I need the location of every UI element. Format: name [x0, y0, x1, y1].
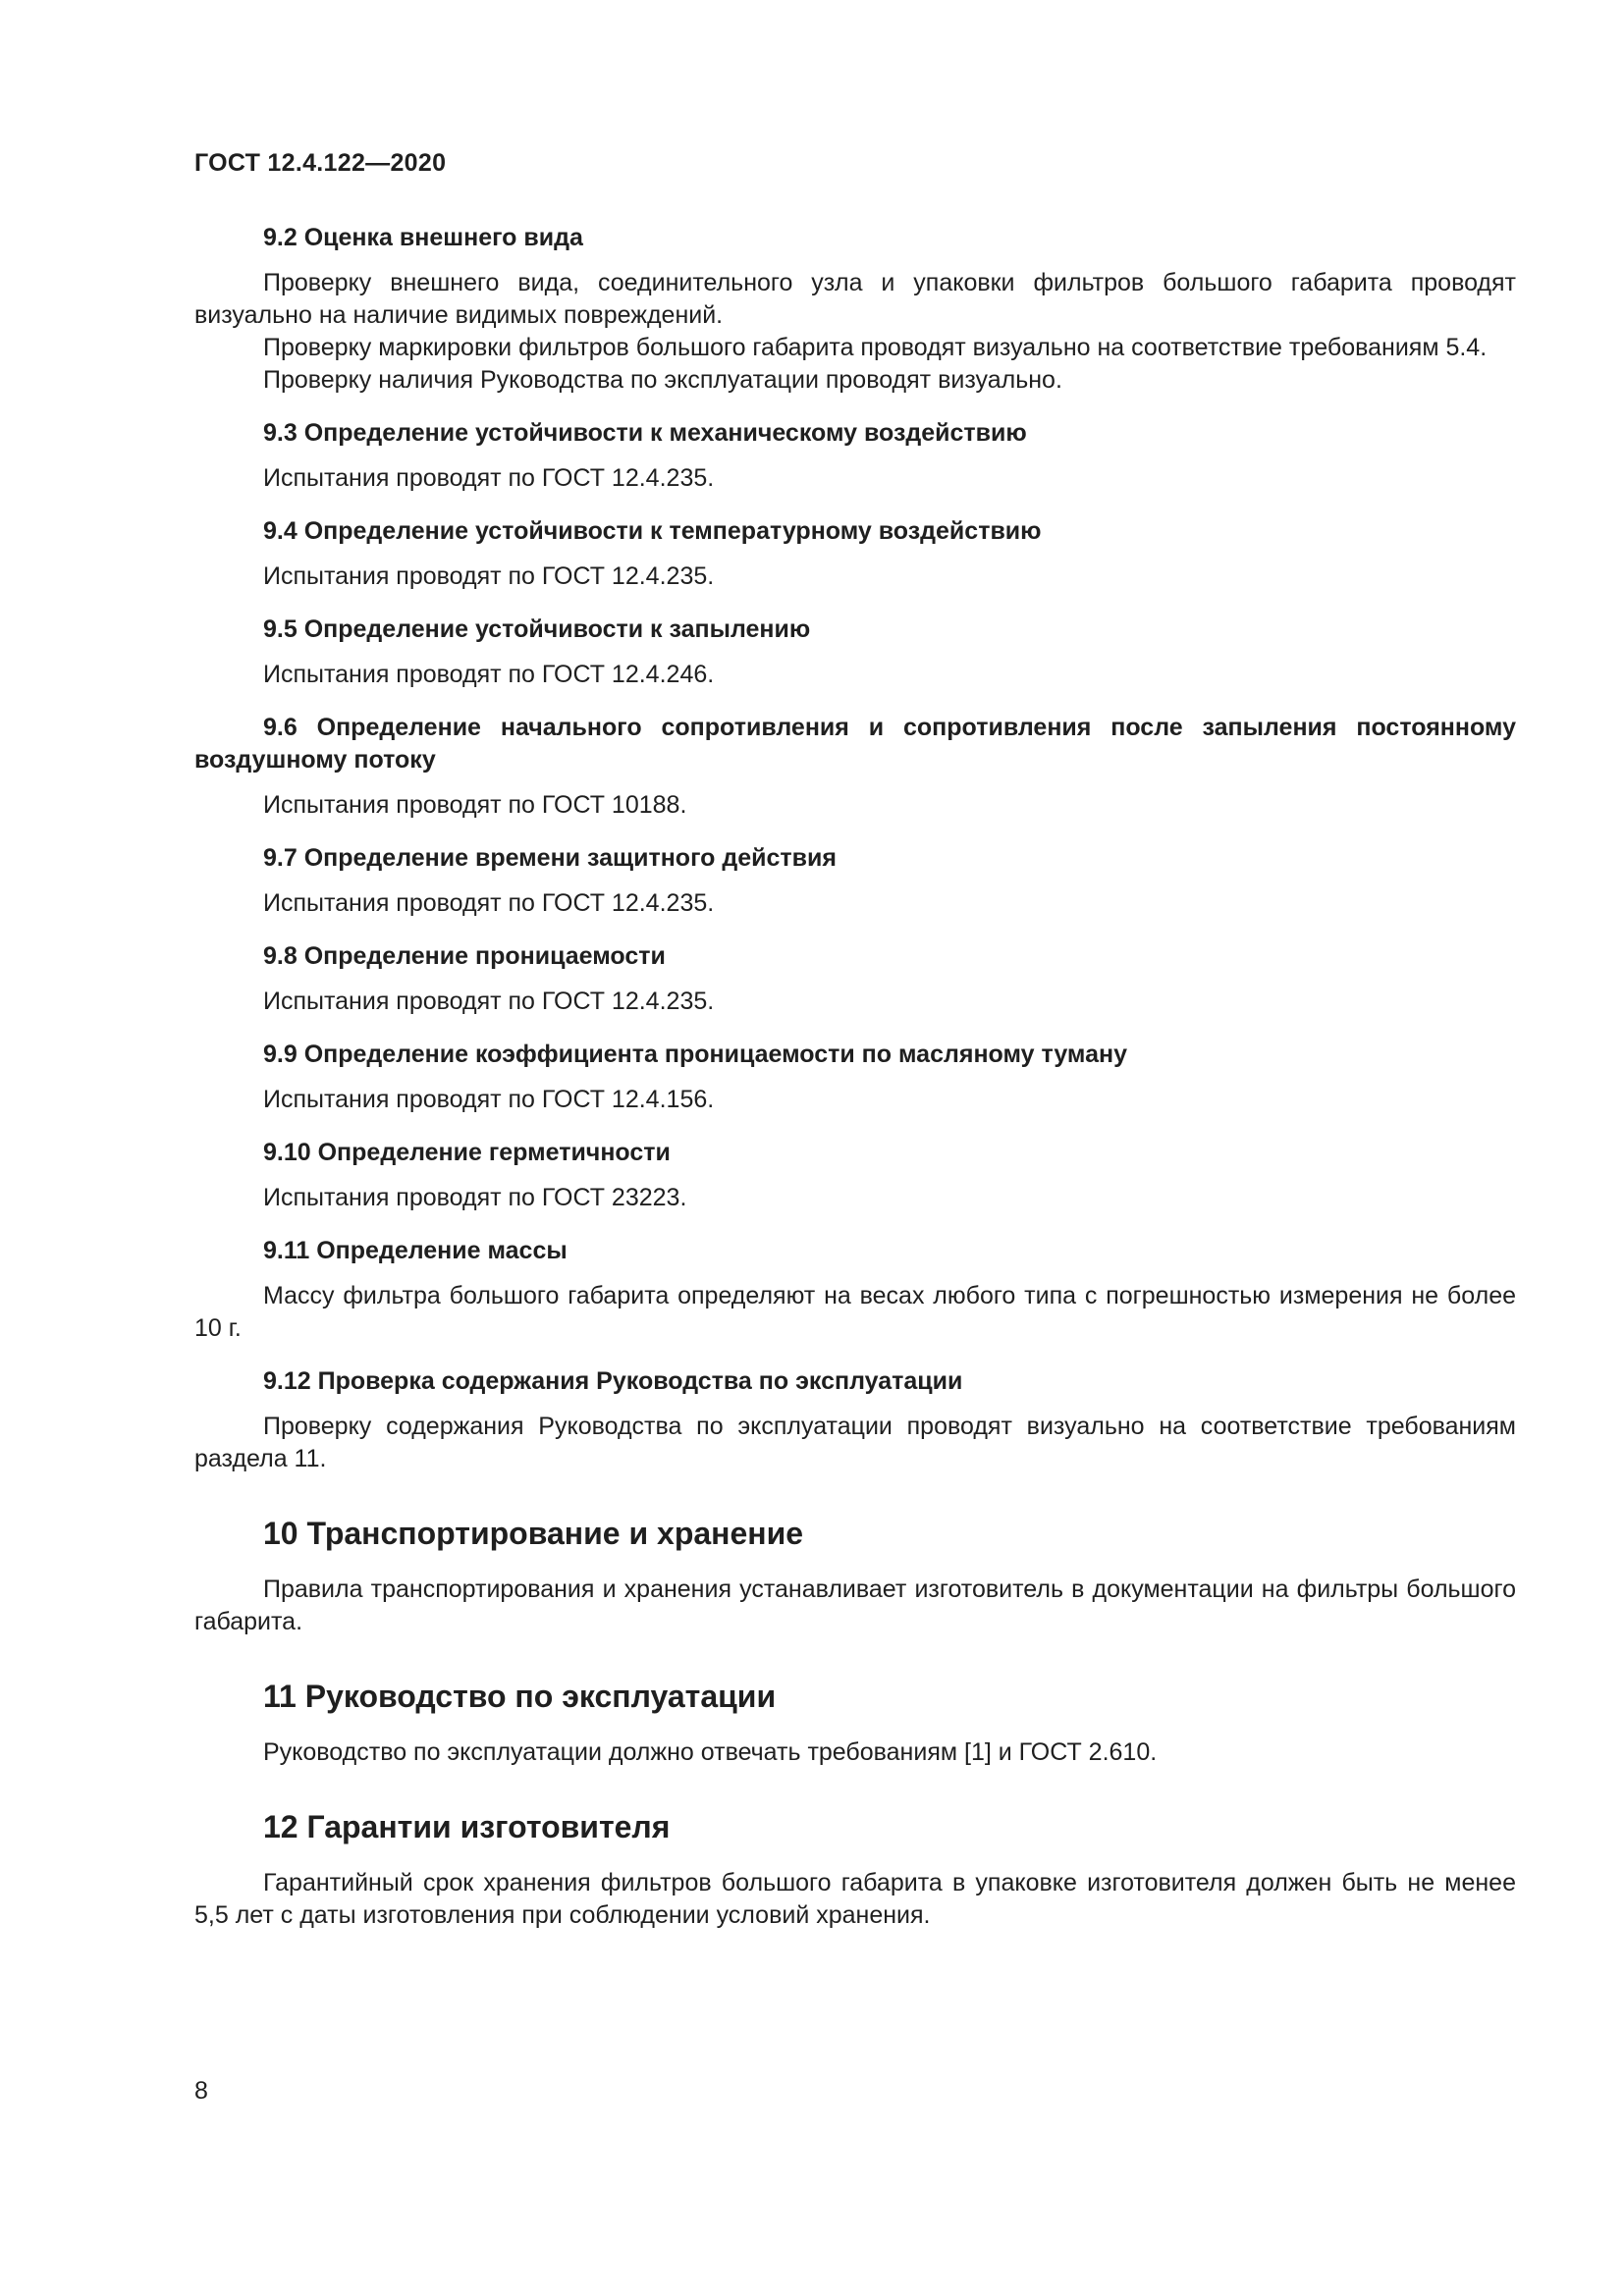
section-heading: 11 Руководство по эксплуатации — [263, 1679, 777, 1714]
section-11 — [194, 1677, 1516, 1769]
paragraph: Проверку маркировки фильтров большого габарита проводят визуально на соответствие требованиям 5.4. — [263, 334, 1488, 361]
document-body — [194, 222, 1516, 1932]
paragraph: Испытания проводят по ГОСТ 12.4.246. — [263, 661, 715, 688]
subsection-heading: 9.3 Определение устойчивости к механическому воздействию — [263, 419, 1027, 447]
paragraph: Массу фильтра большого габарита определяют на весах любого типа с погрешностью измерения не более 10 г. — [194, 1282, 1516, 1342]
section-9-6 — [194, 712, 1516, 822]
subsection-heading: 9.12 Проверка содержания Руководства по эксплуатации — [263, 1367, 963, 1395]
section-9-10 — [194, 1137, 1516, 1214]
section-heading: 10 Транспортирование и хранение — [263, 1516, 804, 1551]
section-12 — [194, 1807, 1516, 1932]
paragraph: Испытания проводят по ГОСТ 12.4.235. — [263, 988, 715, 1015]
subsection-heading: 9.2 Оценка внешнего вида — [263, 224, 583, 251]
paragraph: Проверку внешнего вида, соединительного узла и упаковки фильтров большого габарита проводят визуально на наличие видимых повреждений. — [194, 269, 1516, 329]
paragraph: Руководство по эксплуатации должно отвечать требованиям [1] и ГОСТ 2.610. — [263, 1738, 1158, 1766]
subsection-heading: 9.4 Определение устойчивости к температурному воздействию — [263, 517, 1042, 545]
document-code-header: ГОСТ 12.4.122—2020 — [194, 149, 447, 177]
section-9-7 — [194, 842, 1516, 920]
subsection-heading: 9.10 Определение герметичности — [263, 1139, 671, 1166]
paragraph: Испытания проводят по ГОСТ 10188. — [263, 791, 687, 819]
paragraph: Испытания проводят по ГОСТ 12.4.156. — [263, 1086, 715, 1113]
page-number: 8 — [194, 2077, 208, 2105]
section-10 — [194, 1514, 1516, 1638]
section-heading: 12 Гарантии изготовителя — [263, 1809, 671, 1844]
subsection-heading: 9.5 Определение устойчивости к запылению — [263, 615, 811, 643]
section-9-12 — [194, 1365, 1516, 1475]
section-9-9 — [194, 1039, 1516, 1116]
section-9-8 — [194, 940, 1516, 1018]
paragraph: Испытания проводят по ГОСТ 12.4.235. — [263, 562, 715, 590]
paragraph: Правила транспортирования и хранения устанавливает изготовитель в документации на фильтры большого габарита. — [194, 1575, 1516, 1635]
section-9-11 — [194, 1235, 1516, 1345]
section-9-4 — [194, 515, 1516, 593]
paragraph: Испытания проводят по ГОСТ 12.4.235. — [263, 889, 715, 917]
subsection-heading: 9.11 Определение массы — [263, 1237, 568, 1264]
paragraph: Испытания проводят по ГОСТ 23223. — [263, 1184, 687, 1211]
paragraph: Проверку наличия Руководства по эксплуатации проводят визуально. — [263, 366, 1062, 394]
section-9-5 — [194, 614, 1516, 691]
paragraph: Испытания проводят по ГОСТ 12.4.235. — [263, 464, 715, 492]
paragraph: Гарантийный срок хранения фильтров большого габарита в упаковке изготовителя должен быть не менее 5,5 лет с даты изготовления при соблюдении условий хранения. — [194, 1869, 1516, 1929]
section-9-3 — [194, 417, 1516, 495]
subsection-heading: 9.9 Определение коэффициента проницаемости по масляному туману — [263, 1041, 1128, 1068]
section-9-2 — [194, 222, 1516, 397]
paragraph: Проверку содержания Руководства по эксплуатации проводят визуально на соответствие требованиям раздела 11. — [194, 1413, 1516, 1472]
subsection-heading: 9.7 Определение времени защитного действия — [263, 844, 837, 872]
subsection-heading: 9.6 Определение начального сопротивления и сопротивления после запыления постоянному воздушному потоку — [194, 714, 1516, 774]
subsection-heading: 9.8 Определение проницаемости — [263, 942, 666, 970]
